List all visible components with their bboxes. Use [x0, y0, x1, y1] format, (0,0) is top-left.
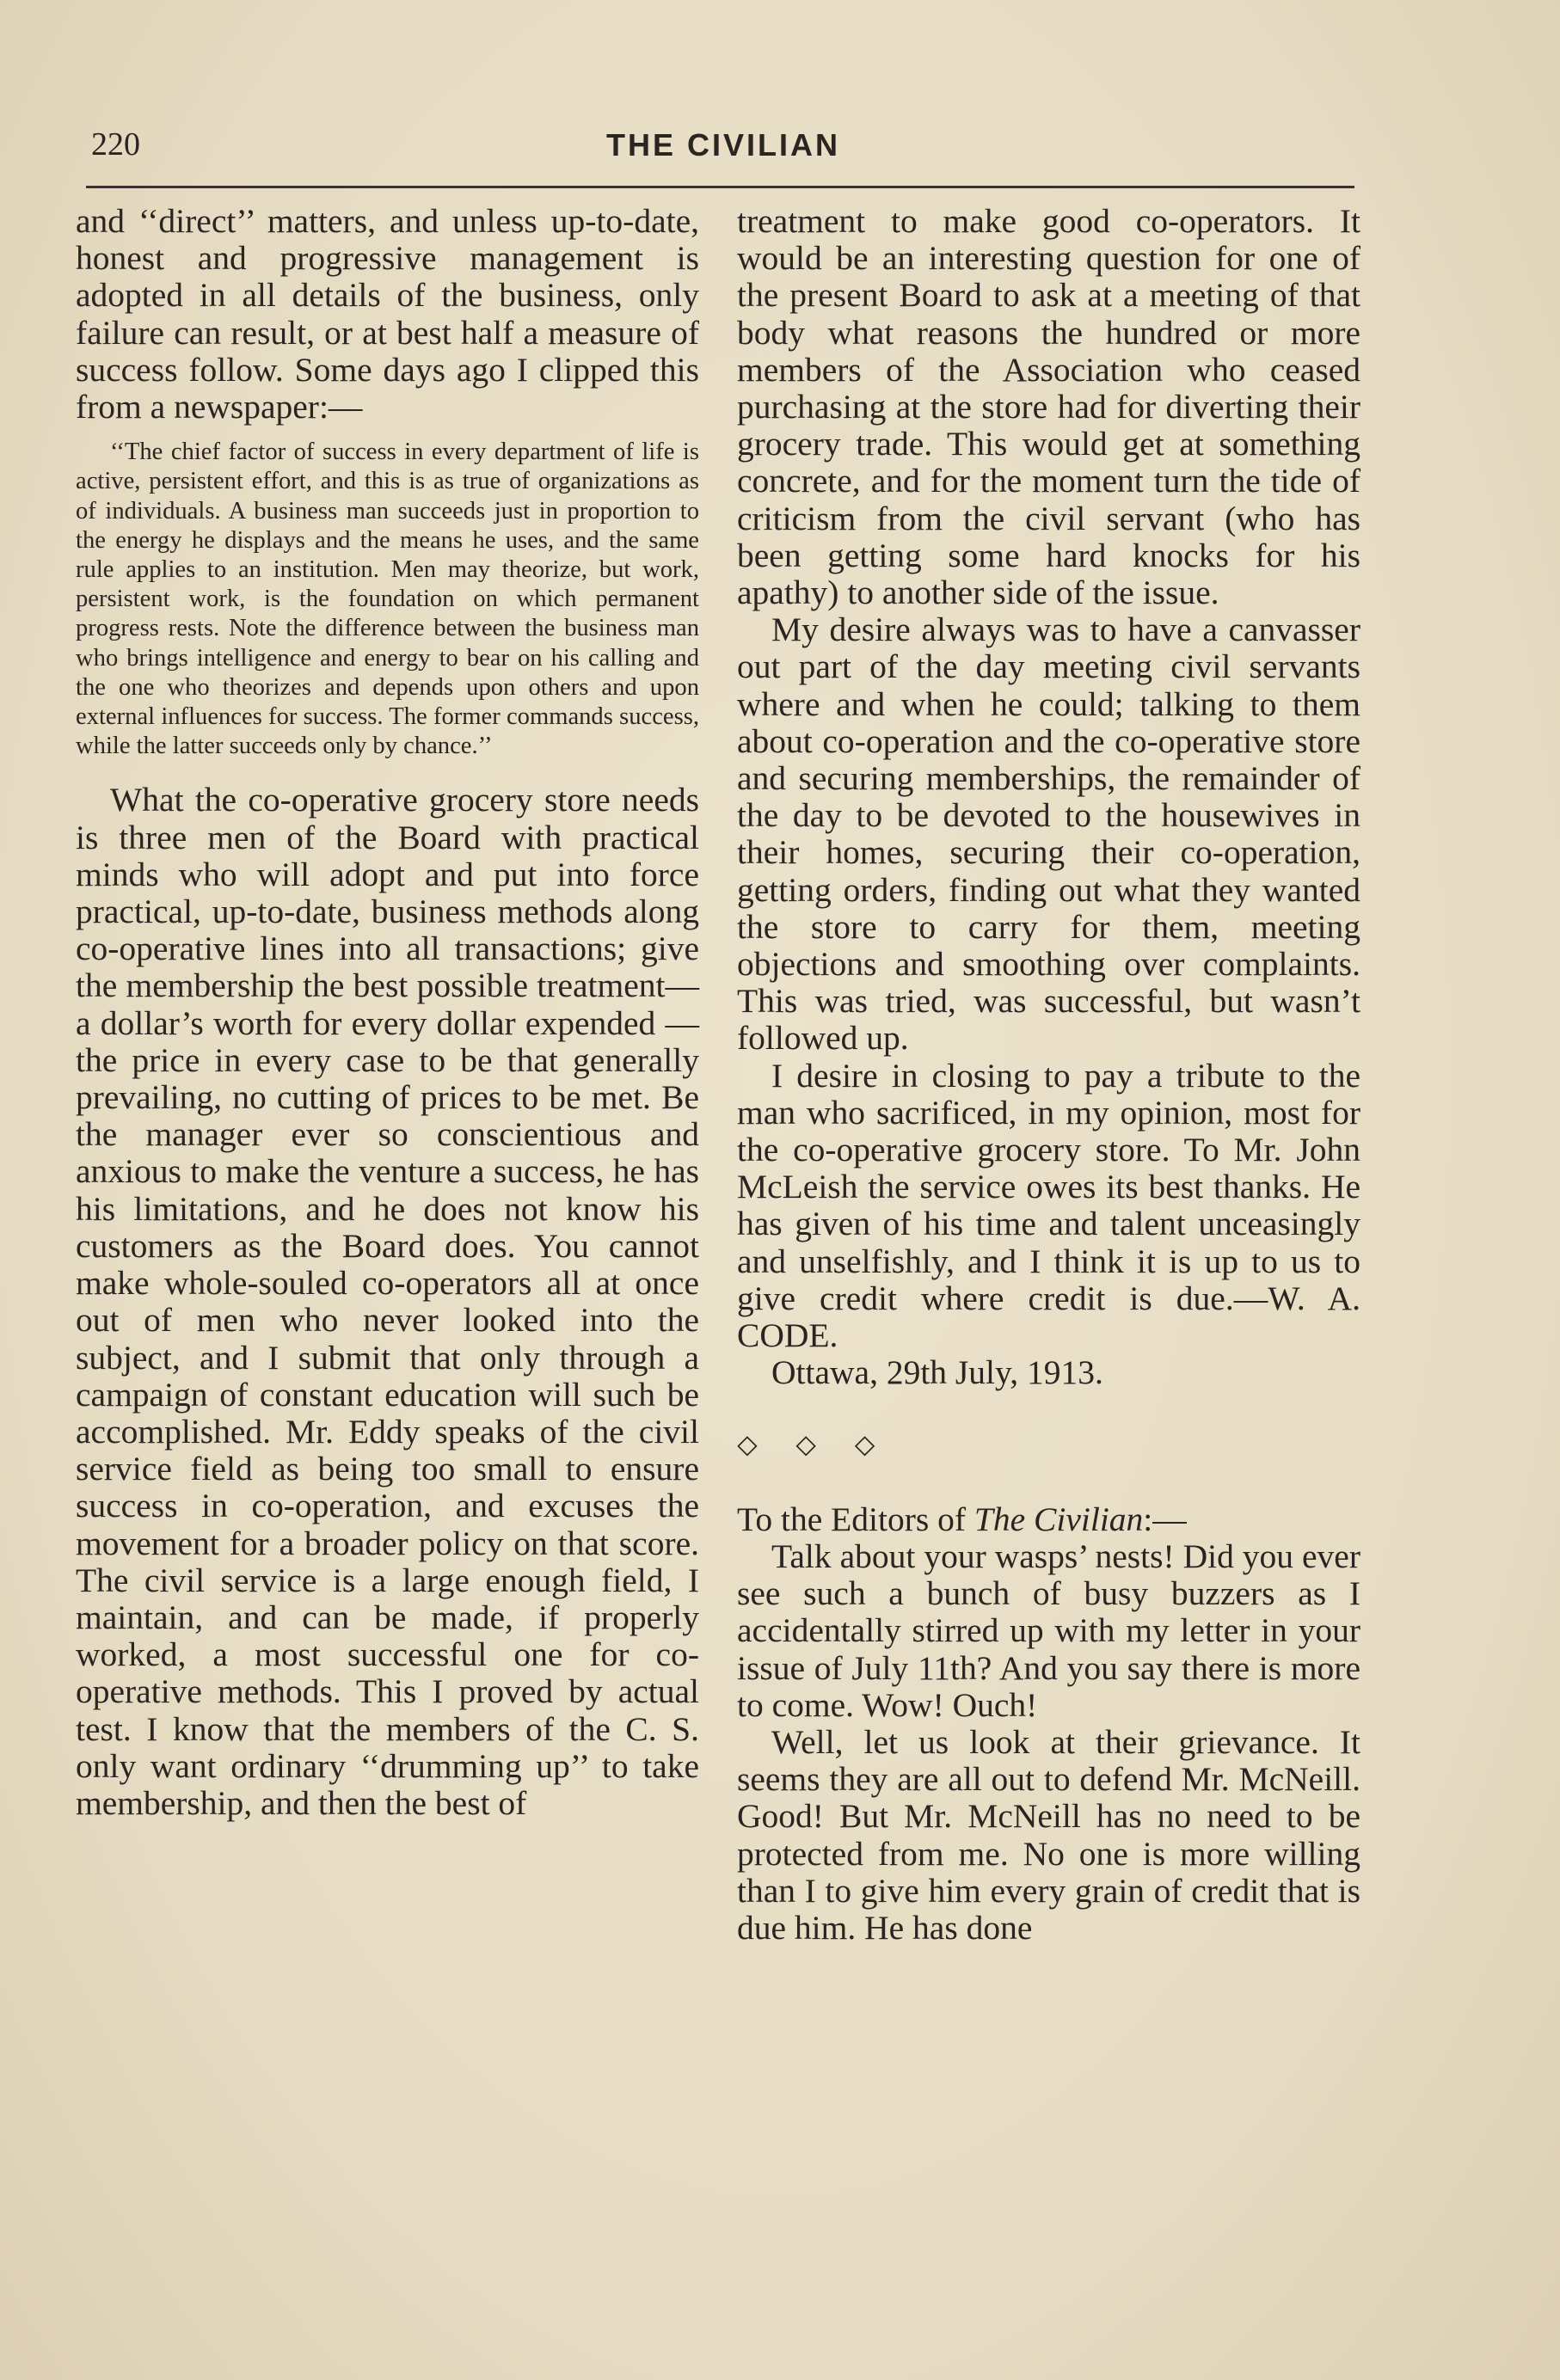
- paragraph: What the co-operative grocery store needs is three men of the Board with practical minds who will adopt and put into force practical, up-to-date, business methods along co-operative lines into all transactions; give the membership the best possible treatment—a dollar’s worth for every dollar expended — the price in every case to be that generally prevailing, no cutting of prices to be met. Be the manager ever so conscientious and anxious to make the venture a success, he has his limitations, and he does not know his customers as the Board does. You cannot make whole-souled co-operators all at once out of men who never looked into the subject, and I submit that only through a campaign of constant education will such be accomplished. Mr. Eddy speaks of the civil service field as being too small to ensure success in co-operation, and excuses the movement for a broader policy on that score. The civil service is a large enough field, I maintain, and can be made, if properly worked, a most successful one for co-operative methods. This I proved by actual test. I know that the members of the C. S. only want ordinary ‘‘drumming up’’ to take membership, and then the best of: [76, 781, 699, 1822]
- letter-salutation: [737, 1501, 1360, 1538]
- header-rule: [86, 186, 1354, 188]
- page-number: 220: [91, 126, 140, 163]
- paragraph: treatment to make good co-operators. It would be an interesting question for one of the present Board to ask at a meeting of that body what reasons the hundred or more members of the Association who ceased purchasing at the store had for diverting their grocery trade. This would get at something concrete, and for the moment turn the tide of criticism from the civil servant (who has been getting some hard knocks for his apathy) to another side of the issue.: [737, 202, 1360, 612]
- newspaper-quote: ‘‘The chief factor of success in every department of life is active, persistent effort, and this is as true of organizations as of individuals. A business man succeeds just in proportion to the energy he displays and the means he uses, and the same rule applies to an institution. Men may theorize, but work, persistent work, is the foundation on which permanent progress rests. Note the difference between the business man who brings intelligence and energy to bear on his calling and the one who theorizes and depends upon others and upon external influences for success. The former commands success, while the latter succeeds only by chance.’’: [76, 439, 699, 760]
- left-column: [76, 203, 699, 1822]
- salutation-prefix: To the Editors of: [737, 1500, 974, 1538]
- paragraph: Well, let us look at their grievance. It seems they are all out to defend Mr. McNeill. Good! But Mr. McNeill has no need to be protected from me. No one is more willing than I to give him every grain of credit that is due him. He has done: [737, 1722, 1360, 1947]
- salutation-suffix: :—: [1143, 1500, 1187, 1538]
- paragraph: Talk about your wasps’ nests! Did you ever see such a bunch of busy buzzers as I accidentally stirred up with my letter in your issue of July 11th? And you say there is more to come. Wow! Ouch!: [737, 1537, 1360, 1724]
- paragraph: and ‘‘direct’’ matters, and unless up-to-date, honest and progressive management is adopted in all details of the business, only failure can result, or at best half a measure of success follow. Some days ago I clipped this from a newspaper:—: [76, 202, 699, 426]
- paragraph: My desire always was to have a canvasser out part of the day meeting civil servants where and when he could; talking to them about co-operation and the co-operative store and securing memberships, the remainder of the day to be devoted to the housewives in their homes, securing their co-operation, getting orders, finding out what they wanted the store to carry for them, meeting objections and smoothing over complaints. This was tried, was successful, but wasn’t followed up.: [737, 610, 1360, 1058]
- page-header: [91, 126, 1355, 169]
- salutation-title: The Civilian: [973, 1500, 1144, 1538]
- paragraph: I desire in closing to pay a tribute to the man who sacrificed, in my opinion, most for the co-operative grocery store. To Mr. John McLeish the service owes its best thanks. He has given of his time and talent unceasingly and unselfishly, and I think it is up to us to give credit where credit is due.—W. A. CODE.: [737, 1056, 1360, 1355]
- ornament-divider: ⬦ ⬦ ⬦: [737, 1428, 891, 1461]
- place-date: Ottawa, 29th July, 1913.: [771, 1353, 1103, 1392]
- right-column: [737, 203, 1360, 1947]
- journal-title: THE CIVILIAN: [605, 127, 840, 163]
